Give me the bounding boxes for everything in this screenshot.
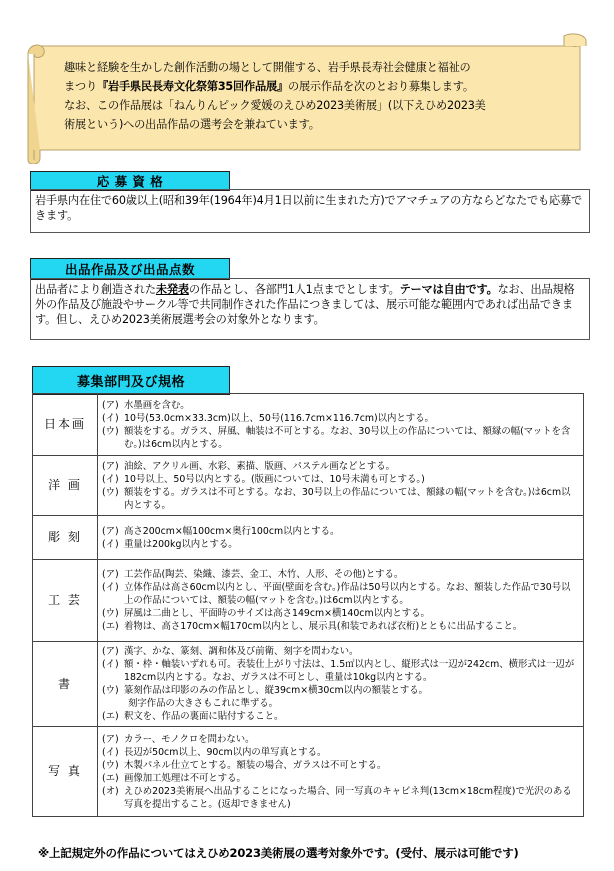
category-row <box>33 560 584 642</box>
eligibility-text: 岩手県内在住で60歳以上(昭和39年(1964年)4月1日以前に生まれた方)でアマチュアの方ならどなたでも応募できます。 <box>30 189 590 233</box>
spec-marker: (エ) <box>102 621 119 632</box>
spec-text: 10号以上、50号以内とする。(版画については、10号未満も可とする。) <box>124 473 425 485</box>
category-specs <box>98 456 584 516</box>
spec-text: 釈文を、作品の裏面に貼付すること。 <box>124 711 284 722</box>
spec-item <box>102 568 579 581</box>
intro-line-3: なお、この作品展は「ねんりんピック愛媛のえひめ2023美術展」(以下えひめ2023美 <box>64 99 486 112</box>
intro-scroll-banner <box>24 32 590 164</box>
intro-line-4: 術展という)への出品作品の選考会を兼ねています。 <box>64 118 320 131</box>
spec-marker: (イ) <box>102 412 119 424</box>
spec-marker: (イ) <box>102 582 119 593</box>
eligibility-heading: 応 募 資 格 <box>30 171 230 191</box>
category-name: 工 芸 <box>33 560 98 642</box>
spec-item <box>102 607 579 620</box>
spec-item <box>102 460 579 473</box>
spec-marker: (ア) <box>102 646 119 657</box>
category-name: 書 <box>33 642 98 727</box>
spec-marker: (イ) <box>102 746 119 758</box>
free-theme-emphasis: テーマは自由です。 <box>399 283 498 296</box>
spec-marker: (ア) <box>102 460 119 472</box>
spec-text: 屏風は二曲とし、平面時のサイズは高さ149cm×横140cm以内とする。 <box>124 608 430 619</box>
spec-text: 着物は、高さ170cm×幅170cm以内とし、展示具(和装であれば衣桁)とともに出品すること。 <box>124 621 523 632</box>
spec-marker: (ア) <box>102 569 119 580</box>
spec-item <box>102 658 579 684</box>
spec-marker: (イ) <box>102 473 119 485</box>
categories-table <box>32 393 584 817</box>
spec-item <box>102 785 579 811</box>
spec-text: 木製パネル仕立てとする。額装の場合、ガラスは不可とする。 <box>124 759 387 771</box>
intro-text <box>64 58 574 134</box>
spec-item <box>102 425 579 451</box>
spec-text: 10号(53.0cm×33.3cm)以上、50号(116.7cm×116.7cm)以内とする。 <box>124 412 434 424</box>
spec-text: 額装をする。ガラス、屏風、軸装は不可とする。なお、30号以上の作品については、額縁の幅(マットを含む。)は6cm以内とする。 <box>124 425 571 450</box>
spec-text: 立体作品は高さ60cm以内とし、平面(壁面を含む。)作品は50号以内とする。なお、額装した作品で30号以上の作品については、額装の幅(マットを含む。)は6cm以内とする。 <box>124 582 571 606</box>
spec-item <box>102 759 579 772</box>
category-name: 日本画 <box>33 394 98 456</box>
spec-marker: (エ) <box>102 772 119 784</box>
spec-text: 額装をする。ガラスは不可とする。なお、30号以上の作品については、額縁の幅(マットを含む。)は6cm以内とする。 <box>124 486 571 511</box>
spec-text: 漢字、かな、篆刻、調和体及び前衛、刻字を問わない。 <box>124 646 359 657</box>
spec-marker: (イ) <box>102 659 119 670</box>
spec-item <box>102 412 579 425</box>
category-name: 彫 刻 <box>33 516 98 560</box>
category-specs <box>98 516 584 560</box>
spec-item <box>102 684 579 697</box>
category-row <box>33 727 584 817</box>
spec-marker: (ウ) <box>102 425 119 437</box>
spec-item <box>102 399 579 412</box>
category-specs <box>98 642 584 727</box>
spec-text: 篆刻作品は印影のみの作品とし、縦39cm×横30cm以内の額装とする。 <box>124 685 429 696</box>
spec-text: 油絵、アクリル画、水彩、素描、版画、パステル画などとする。 <box>124 460 395 472</box>
entries-heading: 出品作品及び出品点数 <box>30 258 230 280</box>
spec-marker: (ウ) <box>102 759 119 771</box>
spec-text: 重量は200kg以内とする。 <box>124 538 238 550</box>
spec-text: 高さ200cm×幅100cm×奥行100cm以内とする。 <box>124 525 340 537</box>
spec-item <box>102 620 579 633</box>
spec-item <box>102 697 579 710</box>
category-specs <box>98 727 584 817</box>
category-row <box>33 516 584 560</box>
spec-text: 長辺が50cm以上、90cm以内の単写真とする。 <box>124 746 327 758</box>
category-name: 洋 画 <box>33 456 98 516</box>
category-row <box>33 642 584 727</box>
spec-item <box>102 486 579 512</box>
footnote: ※上記規定外の作品についてはえひめ2023美術展の選考対象外です。(受付、展示は可能です) <box>38 846 519 860</box>
unpublished-emphasis: 未発表 <box>155 283 189 296</box>
category-specs <box>98 560 584 642</box>
spec-item <box>102 645 579 658</box>
entries-text: 出品者により創造された未発表の作品とし、各部門1人1点までとします。テーマは自由です。なお、出品規格外の作品及び施設やサークル等で共同制作された作品につきましては、展示可能な範囲内であれば出品できます。但し、えひめ2023美術展選考会の対象外となります。 <box>30 278 590 340</box>
spec-marker: (ア) <box>102 733 119 745</box>
spec-item <box>102 710 579 723</box>
spec-marker: (イ) <box>102 538 119 550</box>
spec-item <box>102 473 579 486</box>
spec-item <box>102 746 579 759</box>
intro-line-1: 趣味と経験を生かした創作活動の場として開催する、岩手県長寿社会健康と福祉の <box>64 61 471 74</box>
spec-item <box>102 538 579 551</box>
spec-text: 工芸作品(陶芸、染織、漆芸、金工、木竹、人形、その他)とする。 <box>124 569 404 580</box>
category-specs <box>98 394 584 456</box>
spec-item <box>102 525 579 538</box>
category-row <box>33 394 584 456</box>
spec-marker: (ウ) <box>102 608 119 619</box>
spec-item <box>102 581 579 607</box>
category-name: 写 真 <box>33 727 98 817</box>
spec-text: 刻字作品の大きさもこれに準ずる。 <box>128 698 279 709</box>
spec-marker: (エ) <box>102 711 119 722</box>
category-row <box>33 456 584 516</box>
spec-text: カラー、モノクロを問わない。 <box>124 733 255 745</box>
spec-text: えひめ2023美術展へ出品することになった場合、同一写真のキャビネ判(13cm×18cm程度)で光沢のある写真を提出すること。(返却できません) <box>124 785 572 810</box>
intro-line-2: まつり『岩手県民長寿文化祭第35回作品展』の展示作品を次のとおり募集します。 <box>64 80 474 93</box>
categories-heading: 募集部門及び規格 <box>32 366 230 395</box>
exhibition-title: 『岩手県民長寿文化祭第35回作品展』 <box>96 80 288 93</box>
spec-marker: (ウ) <box>102 685 119 696</box>
spec-marker: (ア) <box>102 399 119 411</box>
spec-item <box>102 733 579 746</box>
spec-marker: (ア) <box>102 525 119 537</box>
spec-marker: (オ) <box>102 785 119 797</box>
spec-item <box>102 772 579 785</box>
spec-text: 画像加工処理は不可とする。 <box>124 772 246 784</box>
spec-text: 水墨画を含む。 <box>124 399 190 411</box>
spec-marker: (ウ) <box>102 486 119 498</box>
spec-text: 額・枠・軸装いずれも可。表装仕上がり寸法は、1.5㎡以内とし、縦形式は一辺が242cm、横形式は一辺が182cm以内とする。なお、ガラスは不可とし、重量は10kg以内とする。 <box>124 659 575 683</box>
